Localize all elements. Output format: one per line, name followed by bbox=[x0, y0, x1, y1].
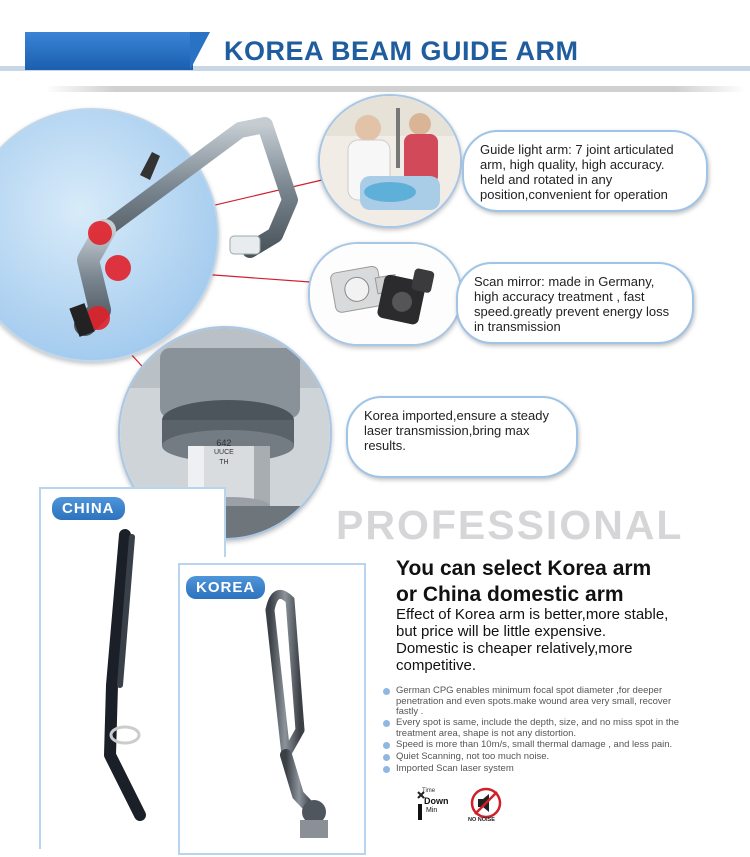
bullet-item bbox=[384, 752, 746, 763]
korea-arm-illustration bbox=[240, 580, 350, 850]
articulated-arm-illustration bbox=[0, 100, 320, 340]
downtime-icon bbox=[410, 786, 450, 826]
description-line3: Domestic is cheaper relatively,more bbox=[396, 640, 633, 657]
downtime-icon-label: Down bbox=[424, 796, 449, 806]
bullet-dot bbox=[383, 688, 390, 695]
description-line2: but price will be little expensive. bbox=[396, 623, 607, 640]
downtime-icon-time: Time bbox=[422, 788, 436, 794]
bullet-dot bbox=[383, 720, 390, 727]
page-title: KOREA BEAM GUIDE ARM bbox=[224, 36, 579, 66]
description bbox=[396, 606, 668, 674]
bullet-item bbox=[384, 740, 746, 751]
lens-marking-line2: UUCE bbox=[214, 449, 234, 456]
bullet-dot bbox=[383, 754, 390, 761]
bullet-2-line2: treatment area, shape is not any distortion. bbox=[396, 727, 577, 739]
china-arm-illustration bbox=[70, 525, 160, 845]
bullet-dot bbox=[383, 766, 390, 773]
red-joint-dot bbox=[105, 255, 131, 281]
scan-mirror-parts bbox=[310, 244, 460, 344]
callout-guide-arm bbox=[462, 130, 708, 212]
callout-scan-mirror-text: Scan mirror: made in Germany, high accuracy treatment , fast speed.greatly prevent energy loss in transmission bbox=[474, 274, 670, 334]
bullet-1-line2: penetration and even spots.make wound area very small, recover bbox=[396, 695, 672, 707]
red-joint-dot bbox=[88, 221, 112, 245]
headline-line2: or China domestic arm bbox=[396, 583, 624, 606]
lens-marking-line3: TH bbox=[219, 459, 229, 466]
callout-korea-imported bbox=[346, 396, 578, 478]
downtime-icon-min: Min bbox=[426, 807, 438, 814]
professional-watermark: PROFESSIONAL bbox=[336, 502, 684, 548]
bullet-item bbox=[384, 718, 746, 739]
bullet-item bbox=[384, 686, 746, 718]
bullet-3-line1: Speed is more than 10m/s, small thermal damage , and less pain. bbox=[396, 739, 673, 750]
bullet-1-line3: fastly . bbox=[396, 706, 424, 717]
no-noise-icon-label: NO NOISE bbox=[468, 817, 495, 823]
description-line1: Effect of Korea arm is better,more stable, bbox=[396, 606, 669, 623]
bullet-item bbox=[384, 764, 746, 775]
headline-line1: You can select Korea arm bbox=[396, 557, 652, 580]
china-frame-edge bbox=[224, 487, 226, 557]
lens-marking-line1: 642 bbox=[216, 438, 232, 448]
bullet-2-line1: Every spot is same, include the depth, size, and no miss spot in the bbox=[396, 717, 680, 728]
headline bbox=[396, 556, 651, 608]
bullet-1-line1: German CPG enables minimum focal spot diameter ,for deeper bbox=[396, 685, 663, 696]
callout-scan-mirror bbox=[456, 262, 694, 344]
operation-photo bbox=[320, 96, 460, 226]
korea-tag: KOREA bbox=[186, 576, 265, 599]
china-tag: CHINA bbox=[52, 497, 125, 520]
callout-guide-arm-text: Guide light arm: 7 joint articulated arm, high quality, high accuracy. held and rotated in any position,convenient for operation bbox=[480, 142, 674, 202]
scan-mirror-circle bbox=[308, 242, 462, 346]
description-line4: competitive. bbox=[396, 657, 477, 674]
bullet-4-line1: Quiet Scanning, not too much noise. bbox=[396, 751, 550, 762]
bullet-5-line1: Imported Scan laser system bbox=[396, 763, 514, 774]
bullet-dot bbox=[383, 742, 390, 749]
operation-photo-circle bbox=[318, 94, 462, 228]
callout-korea-imported-text: Korea imported,ensure a steady laser transmission,bring max results. bbox=[364, 408, 549, 453]
no-noise-icon bbox=[466, 786, 506, 826]
lens-marking bbox=[214, 438, 234, 468]
